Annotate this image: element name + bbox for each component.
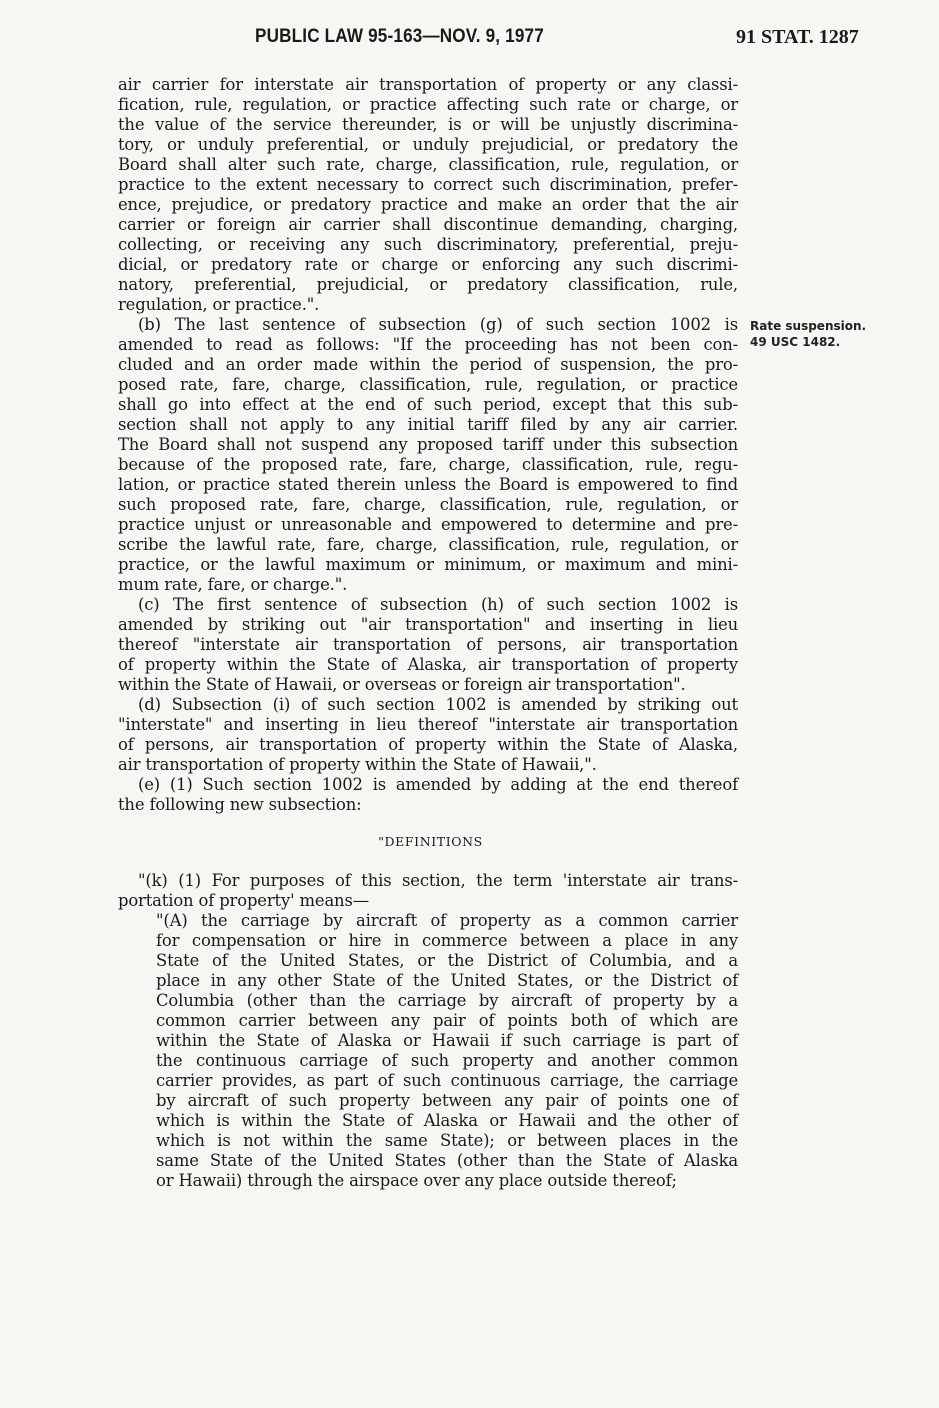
margin-note-citation: 49 USC 1482. <box>750 335 841 349</box>
text-line: (c) The first sentence of subsection (h) of such section 1002 is <box>138 595 738 614</box>
text-line: by aircraft of such property between any pair of points one of <box>156 1091 738 1110</box>
margin-note-rate-suspension <box>750 318 866 350</box>
text-line: for compensation or hire in commerce between a place in any <box>156 931 738 950</box>
text-line: or Hawaii) through the airspace over any place outside thereof; <box>156 1171 677 1190</box>
text-line: section shall not apply to any initial tariff filed by any air carrier. <box>118 415 738 434</box>
text-line: collecting, or receiving any such discriminatory, preferential, preju- <box>118 235 738 254</box>
text-line: of persons, air transportation of property within the State of Alaska, <box>118 735 738 754</box>
text-line: within the State of Hawaii, or overseas or foreign air transportation". <box>118 675 686 694</box>
paragraph-continuation <box>118 75 738 315</box>
text-line: posed rate, fare, charge, classification, rule, regulation, or practice <box>118 375 738 394</box>
section-heading-definitions: "DEFINITIONS <box>378 834 483 849</box>
text-line: scribe the lawful rate, fare, charge, classification, rule, regulation, or <box>118 535 738 554</box>
law-title: PUBLIC LAW 95-163—NOV. 9, 1977 <box>255 26 544 47</box>
text-line: air carrier for interstate air transportation of property or any classi- <box>118 75 738 94</box>
text-line: (d) Subsection (i) of such section 1002 is amended by striking out <box>138 695 738 714</box>
text-line: Board shall alter such rate, charge, classification, rule, regulation, or <box>118 155 738 174</box>
text-line: carrier provides, as part of such continuous carriage, the carriage <box>156 1071 738 1090</box>
text-line: the continuous carriage of such property and another common <box>156 1051 738 1070</box>
text-line: shall go into effect at the end of such period, except that this sub- <box>118 395 738 414</box>
text-line: fication, rule, regulation, or practice affecting such rate or charge, or <box>118 95 738 114</box>
text-line: practice unjust or unreasonable and empowered to determine and pre- <box>118 515 738 534</box>
text-line: such proposed rate, fare, charge, classification, rule, regulation, or <box>118 495 738 514</box>
text-line: "(A) the carriage by aircraft of property as a common carrier <box>156 911 738 930</box>
text-line: which is within the State of Alaska or Hawaii and the other of <box>156 1111 738 1130</box>
text-line: regulation, or practice.". <box>118 295 320 314</box>
text-line: dicial, or predatory rate or charge or enforcing any such discrimi- <box>118 255 738 274</box>
text-line: common carrier between any pair of points both of which are <box>156 1011 738 1030</box>
text-line: which is not within the same State); or between places in the <box>156 1131 738 1150</box>
statute-citation: 91 STAT. 1287 <box>736 26 859 48</box>
text-line: portation of property' means— <box>118 891 369 910</box>
text-line: (b) The last sentence of subsection (g) of such section 1002 is <box>138 315 738 334</box>
text-line: (e) (1) Such section 1002 is amended by adding at the end thereof <box>138 775 738 794</box>
text-line: State of the United States, or the District of Columbia, and a <box>156 951 738 970</box>
text-line: practice to the extent necessary to correct such discrimination, prefer- <box>118 175 738 194</box>
paragraph-e <box>118 775 738 815</box>
text-line: same State of the United States (other than the State of Alaska <box>156 1151 738 1170</box>
text-line: cluded and an order made within the period of suspension, the pro- <box>118 355 738 374</box>
text-line: air transportation of property within the State of Hawaii,". <box>118 755 597 774</box>
text-line: amended to read as follows: "If the proceeding has not been con- <box>118 335 738 354</box>
text-line: the following new subsection: <box>118 795 362 814</box>
text-line: practice, or the lawful maximum or minimum, or maximum and mini- <box>118 555 738 574</box>
text-line: place in any other State of the United States, or the District of <box>156 971 738 990</box>
paragraph-b <box>118 315 738 595</box>
text-line: the value of the service thereunder, is or will be unjustly discrimina- <box>118 115 738 134</box>
text-line: of property within the State of Alaska, air transportation of property <box>118 655 738 674</box>
text-line: carrier or foreign air carrier shall discontinue demanding, charging, <box>118 215 738 234</box>
text-line: Columbia (other than the carriage by aircraft of property by a <box>156 991 738 1010</box>
paragraph-k <box>118 871 738 911</box>
document-body <box>118 75 738 1191</box>
text-line: natory, preferential, prejudicial, or predatory classification, rule, <box>118 275 738 294</box>
text-line: lation, or practice stated therein unless the Board is empowered to find <box>118 475 738 494</box>
text-line: thereof "interstate air transportation of persons, air transportation <box>118 635 738 654</box>
text-line: ence, prejudice, or predatory practice and make an order that the air <box>118 195 738 214</box>
text-line: amended by striking out "air transportation" and inserting in lieu <box>118 615 738 634</box>
paragraph-c <box>118 595 738 695</box>
text-line: mum rate, fare, or charge.". <box>118 575 348 594</box>
page-header <box>0 26 939 54</box>
paragraph-k-a <box>118 911 738 1191</box>
text-line: The Board shall not suspend any proposed tariff under this subsection <box>118 435 738 454</box>
text-line: tory, or unduly preferential, or unduly prejudicial, or predatory the <box>118 135 738 154</box>
text-line: "(k) (1) For purposes of this section, the term 'interstate air trans- <box>138 871 738 890</box>
text-line: within the State of Alaska or Hawaii if such carriage is part of <box>156 1031 738 1050</box>
text-line: because of the proposed rate, fare, charge, classification, rule, regu- <box>118 455 738 474</box>
margin-note-title: Rate suspension. <box>750 319 867 333</box>
text-line: "interstate" and inserting in lieu thereof "interstate air transportation <box>118 715 738 734</box>
paragraph-d <box>118 695 738 775</box>
